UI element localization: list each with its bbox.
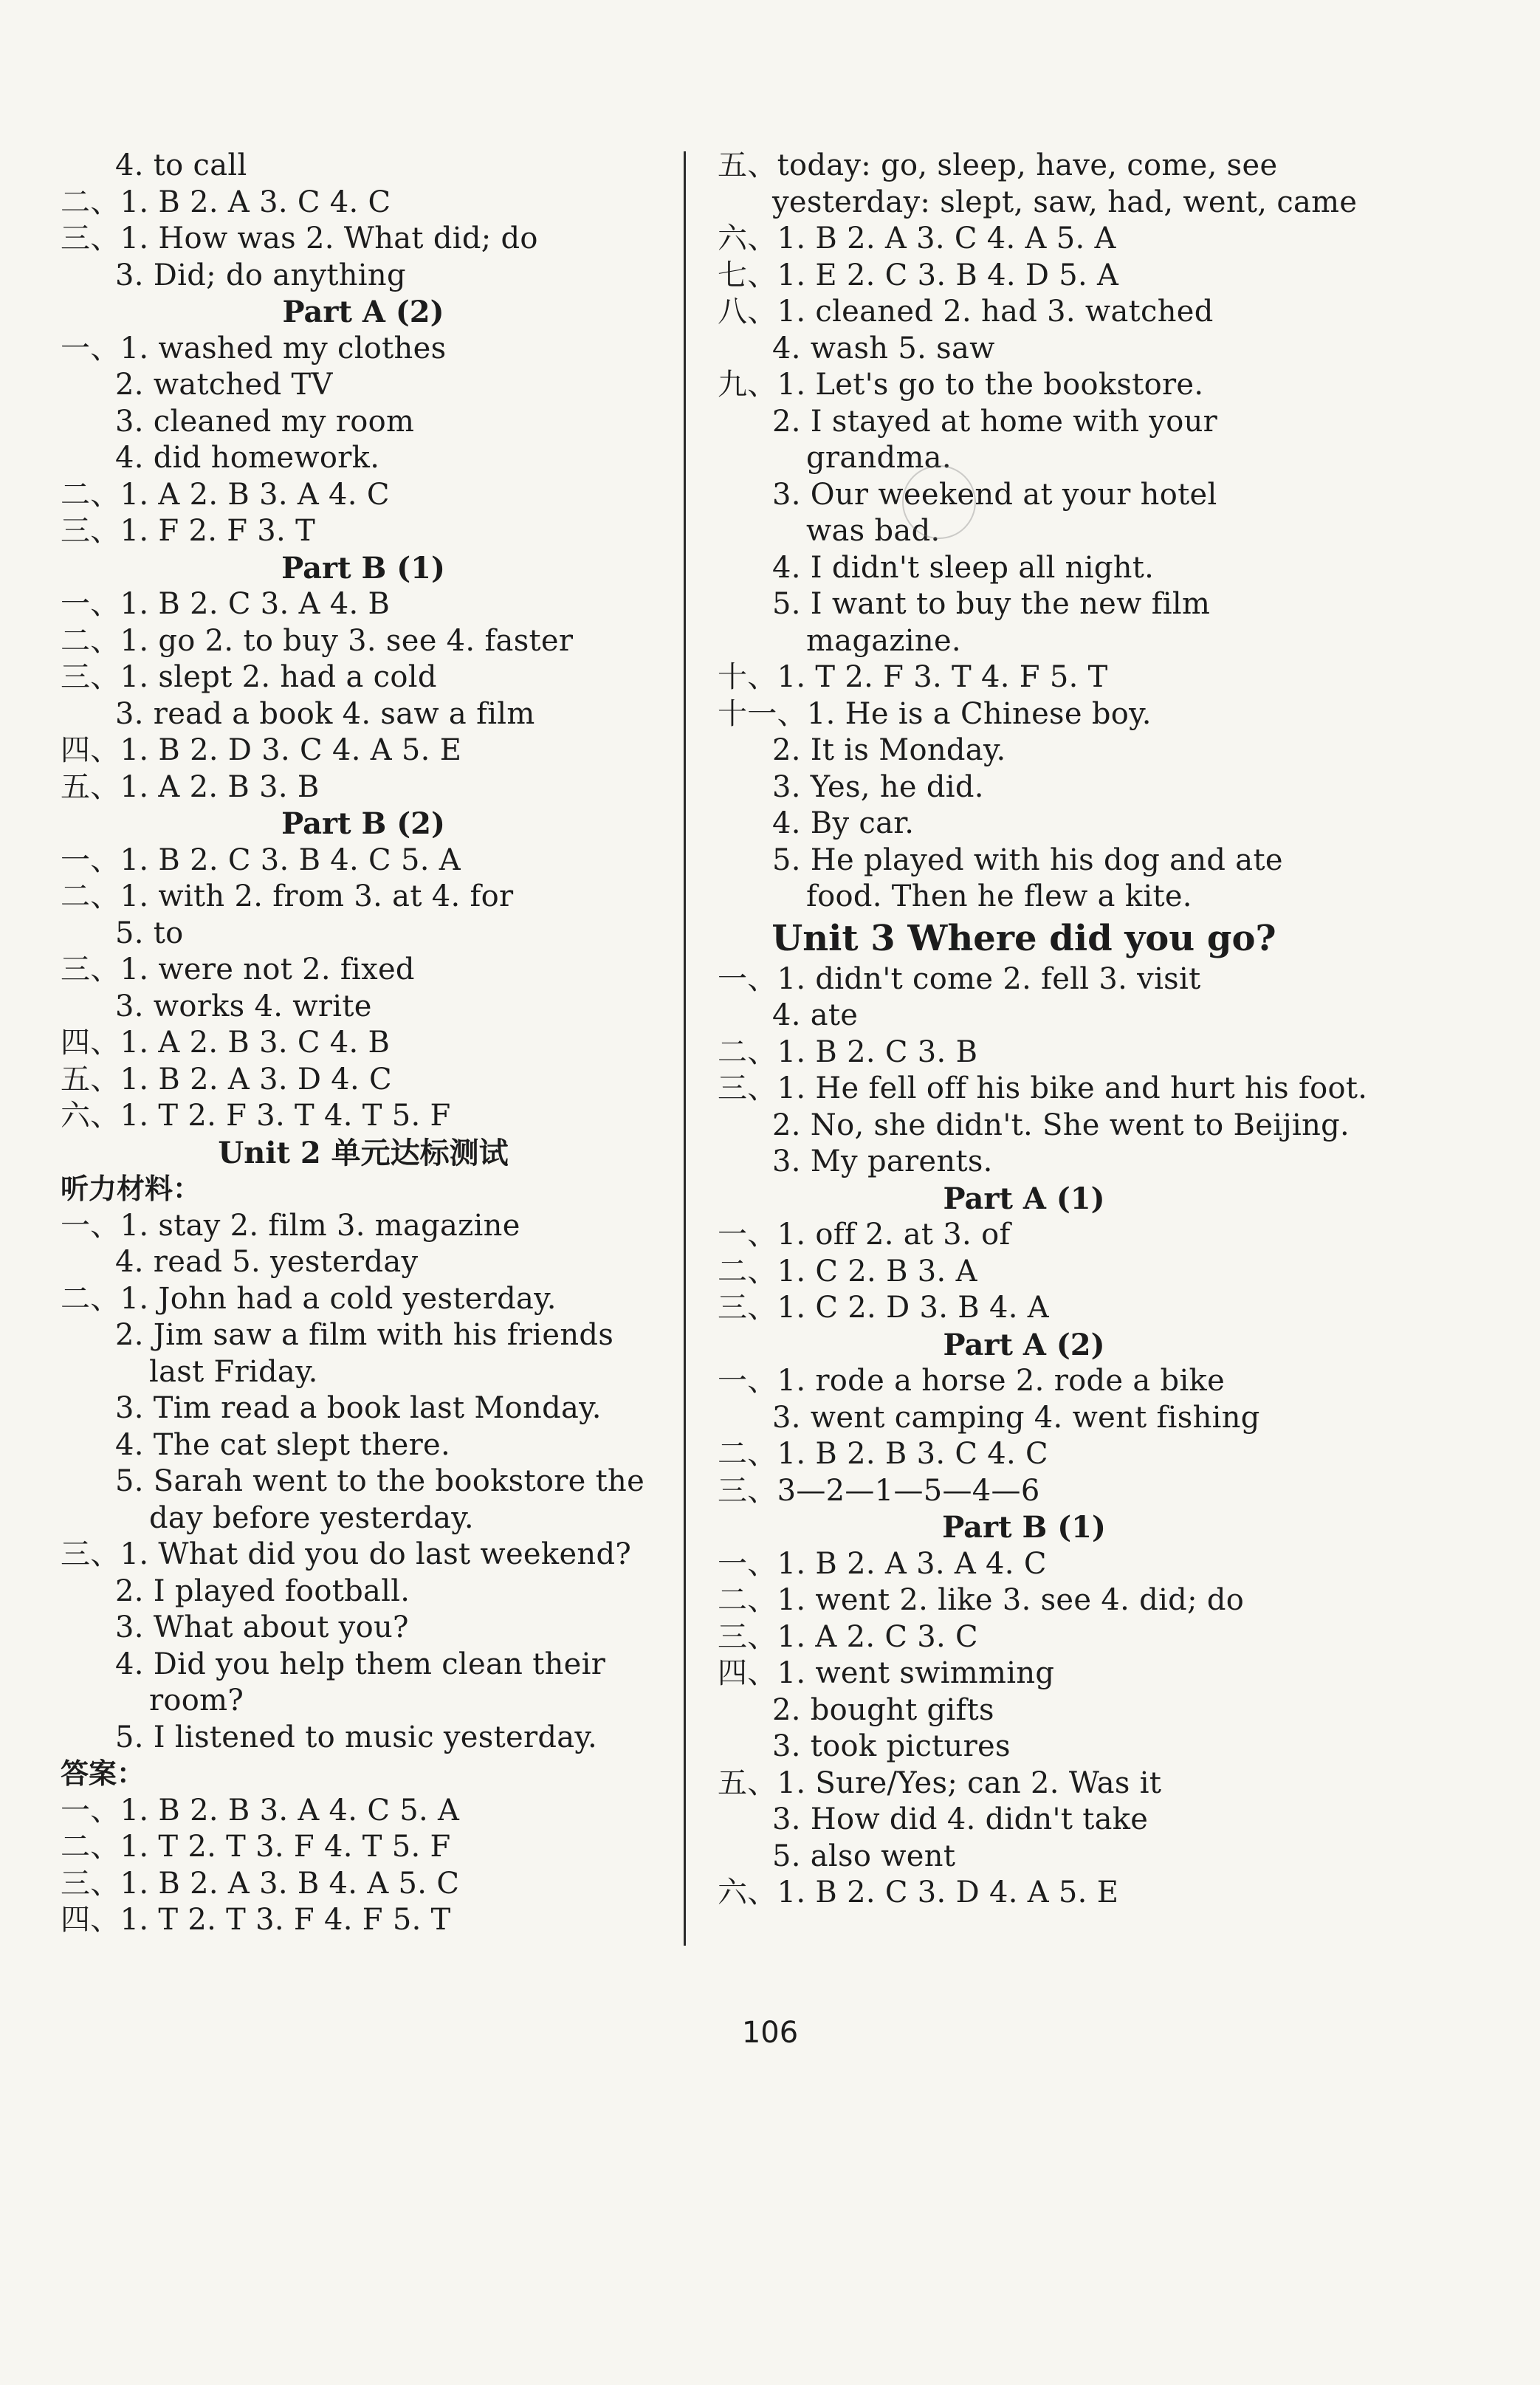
answer-line: 三、1. He fell off his bike and hurt his foot. [718,1071,1368,1105]
answer-line: 5. also went [772,1839,956,1873]
answer-line: 一、1. B 2. C 3. A 4. B [61,587,391,621]
answer-line: 3. What about you? [115,1610,409,1644]
answer-line: 五、1. B 2. A 3. D 4. C [61,1062,392,1097]
answer-line: 六、1. B 2. A 3. C 4. A 5. A [718,222,1116,255]
answer-line: 2. No, she didn't. She went to Beijing. [772,1108,1350,1142]
answer-line: grandma. [806,441,952,475]
answer-line: 3. How did 4. didn't take [772,1802,1149,1836]
answer-line: 二、1. T 2. T 3. F 4. T 5. F [61,1830,451,1864]
answer-line: 三、1. F 2. F 3. T [61,514,316,548]
answer-line: 二、1. go 2. to buy 3. see 4. faster [61,623,574,658]
answer-line: 2. It is Monday. [772,733,1006,767]
answer-line: last Friday. [149,1354,318,1389]
answer-line: 5. I want to buy the new film [772,587,1211,621]
answer-line: 一、1. B 2. C 3. B 4. C 5. A [61,843,461,877]
answer-line: 四、1. A 2. B 3. C 4. B [61,1026,391,1060]
answer-line: 3. cleaned my room [115,404,415,439]
subsection-label: 听力材料： [61,1173,202,1205]
answer-line: 二、1. B 2. A 3. C 4. C [61,185,391,219]
answer-line: 3. Yes, he did. [772,769,984,804]
answer-line: 三、1. were not 2. fixed [61,953,415,986]
answer-line: 二、1. B 2. B 3. C 4. C [718,1437,1048,1471]
answer-line: 3. Our weekend at your hotel [772,477,1217,512]
answer-line: food. Then he flew a kite. [806,879,1192,913]
answer-line: yesterday: slept, saw, had, went, came [772,185,1358,219]
answer-line: 一、1. didn't come 2. fell 3. visit [718,961,1201,996]
answer-line: 5. Sarah went to the bookstore the [115,1464,645,1498]
answer-line: 三、1. C 2. D 3. B 4. A [718,1291,1049,1325]
answer-line: 二、1. went 2. like 3. see 4. did; do [718,1583,1245,1617]
answer-line: 三、3—2—1—5—4—6 [718,1473,1040,1508]
answer-line: 五、today: go, sleep, have, come, see [718,148,1278,182]
answer-line: 4. to call [115,148,247,182]
answer-line: 二、1. C 2. B 3. A [718,1254,977,1288]
answer-line: 4. ate [772,998,859,1032]
answer-line: 4. The cat slept there. [115,1427,451,1462]
answer-line: 二、1. John had a cold yesterday. [61,1281,557,1316]
answer-line: 4. By car. [772,806,915,840]
answer-line: 四、1. went swimming [718,1656,1055,1690]
answer-line: 4. wash 5. saw [772,331,995,366]
answer-line: 3. Did; do anything [115,258,406,292]
answer-line: 3. My parents. [772,1145,993,1178]
answer-line: 一、1. B 2. B 3. A 4. C 5. A [61,1793,460,1828]
answer-line: day before yesterday. [149,1500,474,1535]
left-answer-column [61,148,666,1939]
answer-line: 2. bought gifts [772,1692,994,1727]
answer-line: 四、1. B 2. D 3. C 4. A 5. E [61,733,462,767]
answer-line: 二、1. A 2. B 3. A 4. C [61,477,390,512]
answer-line: 四、1. T 2. T 3. F 4. F 5. T [61,1903,451,1937]
section-heading: Part B (1) [942,1510,1106,1545]
answer-line: 二、1. B 2. C 3. B [718,1034,978,1069]
section-heading: Part B (2) [281,806,445,841]
answer-line: 5. He played with his dog and ate [772,843,1283,877]
answer-line: 三、1. What did you do last weekend? [61,1537,632,1571]
answer-line: 三、1. How was 2. What did; do [61,222,538,255]
answer-line: 2. I stayed at home with your [772,404,1218,439]
answer-line: 六、1. B 2. C 3. D 4. A 5. E [718,1876,1119,1909]
answer-line: 2. I played football. [115,1574,410,1608]
section-heading: Part A (2) [943,1327,1105,1362]
answer-line: 4. read 5. yesterday [115,1245,419,1279]
subsection-label: 答案： [61,1757,145,1790]
answer-line: 5. to [115,916,184,950]
answer-line: 3. Tim read a book last Monday. [115,1391,602,1425]
answer-line: 一、1. rode a horse 2. rode a bike [718,1364,1226,1398]
section-heading: Part A (1) [943,1181,1105,1216]
answer-line: 三、1. B 2. A 3. B 4. A 5. C [61,1866,460,1901]
answer-line: 4. Did you help them clean their [115,1647,606,1681]
section-heading: Part A (2) [282,295,444,329]
column-divider [684,151,686,1946]
answer-line: 十一、1. He is a Chinese boy. [718,696,1152,731]
answer-line: was bad. [806,514,941,548]
answer-line: 5. I listened to music yesterday. [115,1720,598,1754]
answer-line: 2. watched TV [115,368,333,402]
answer-line: 三、1. slept 2. had a cold [61,660,437,694]
section-heading: Part B (1) [281,550,445,586]
answer-line: 4. I didn't sleep all night. [772,550,1155,585]
answer-line: 一、1. off 2. at 3. of [718,1218,1011,1252]
answer-line: 一、1. washed my clothes [61,331,447,366]
answer-line: 三、1. A 2. C 3. C [718,1619,978,1654]
page-number: 106 [741,2016,799,2050]
answer-line: 五、1. A 2. B 3. B [61,769,320,804]
right-answer-column [718,148,1368,1912]
answer-line: 九、1. Let's go to the bookstore. [718,368,1204,402]
answer-line: 八、1. cleaned 2. had 3. watched [718,295,1214,329]
answer-line: 一、1. B 2. A 3. A 4. C [718,1546,1047,1581]
answer-line: 一、1. stay 2. film 3. magazine [61,1208,520,1243]
answer-line: room? [149,1684,244,1717]
unit-title: Unit 3 Where did you go? [771,917,1276,959]
answer-line: magazine. [806,623,961,658]
answer-line: 3. went camping 4. went fishing [772,1400,1260,1435]
answer-line: 五、1. Sure/Yes; can 2. Was it [718,1765,1162,1800]
answer-line: 3. works 4. write [115,989,372,1023]
section-heading: Unit 2 单元达标测试 [218,1135,509,1170]
watermark-stamp [902,465,976,539]
answer-line: 六、1. T 2. F 3. T 4. T 5. F [61,1099,451,1133]
answer-line: 二、1. with 2. from 3. at 4. for [61,879,514,913]
answer-line: 3. took pictures [772,1729,1011,1763]
answer-line: 七、1. E 2. C 3. B 4. D 5. A [718,258,1119,292]
answer-line: 十、1. T 2. F 3. T 4. F 5. T [718,660,1108,694]
answer-line: 3. read a book 4. saw a film [115,696,535,731]
answer-line: 2. Jim saw a film with his friends [115,1318,614,1352]
answer-line: 4. did homework. [115,441,380,475]
